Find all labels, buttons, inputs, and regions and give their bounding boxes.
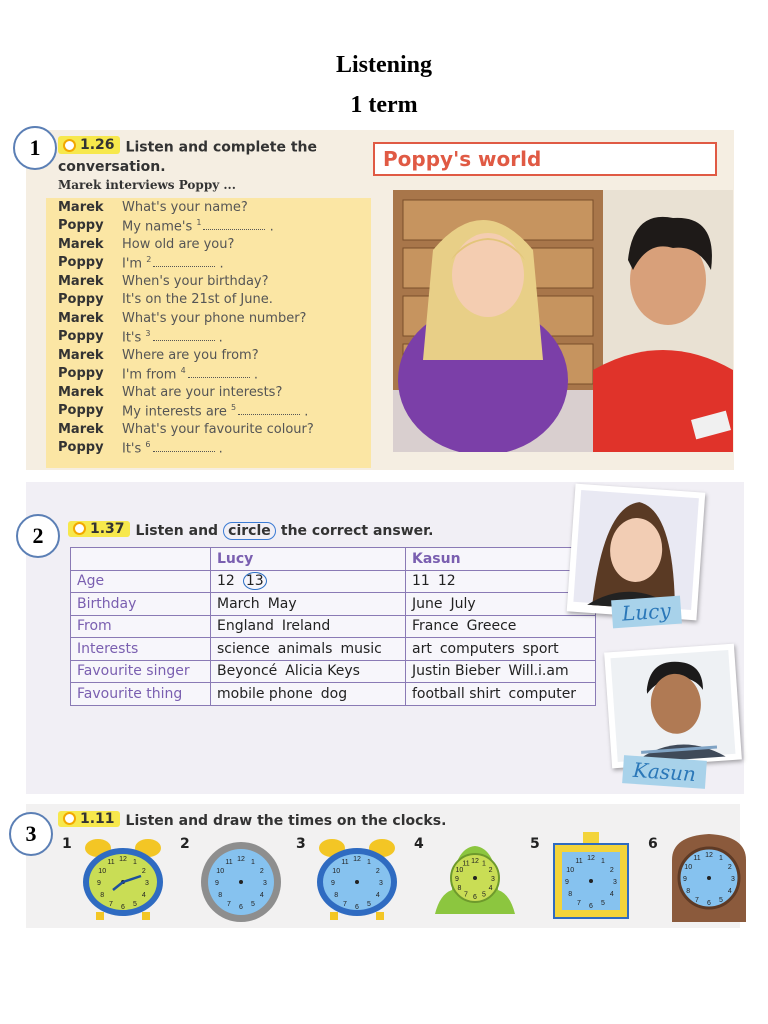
speaker-name: Marek bbox=[58, 310, 104, 326]
answer-option[interactable]: June bbox=[412, 595, 443, 612]
svg-text:3: 3 bbox=[491, 876, 495, 883]
svg-text:9: 9 bbox=[455, 876, 459, 883]
speaker-name: Marek bbox=[58, 199, 104, 215]
answer-option[interactable]: England bbox=[217, 618, 274, 635]
svg-text:10: 10 bbox=[455, 867, 464, 874]
svg-text:1: 1 bbox=[482, 860, 486, 868]
blank-number: 6 bbox=[145, 439, 151, 449]
clock-icon bbox=[430, 830, 520, 926]
lucy-options bbox=[211, 683, 406, 706]
speaker-name: Poppy bbox=[58, 329, 104, 345]
svg-text:8: 8 bbox=[457, 885, 462, 892]
answer-blank[interactable] bbox=[153, 330, 215, 341]
blank-number: 2 bbox=[146, 254, 152, 264]
answer-option[interactable]: Alicia Keys bbox=[285, 663, 360, 680]
clock-icon bbox=[78, 830, 168, 926]
svg-text:2: 2 bbox=[727, 864, 732, 871]
svg-text:11: 11 bbox=[107, 859, 115, 867]
dialogue-line: It's $^3$ . bbox=[122, 328, 223, 345]
ex2-track-badge bbox=[68, 521, 130, 537]
svg-text:1: 1 bbox=[251, 859, 255, 867]
svg-text:6: 6 bbox=[355, 904, 359, 911]
cd-icon bbox=[63, 139, 76, 152]
speaker-name: Marek bbox=[58, 347, 104, 363]
dialogue-box bbox=[46, 198, 371, 468]
blank-number: 3 bbox=[145, 328, 151, 338]
row-label: Favourite thing bbox=[71, 683, 211, 706]
exercise-number-3: 3 bbox=[9, 812, 53, 856]
ex1-track-badge bbox=[58, 136, 120, 154]
svg-text:5: 5 bbox=[133, 900, 137, 908]
kasun-options bbox=[406, 570, 596, 593]
poppy-marek-photo bbox=[393, 190, 733, 452]
dialogue-line: It's $^6$ . bbox=[122, 439, 223, 456]
answer-option[interactable]: computers bbox=[439, 640, 515, 657]
blank-number: 1 bbox=[196, 217, 202, 227]
kasun-options bbox=[406, 660, 596, 683]
speaker-name: Marek bbox=[58, 236, 104, 252]
dialogue-row bbox=[46, 272, 371, 291]
dialogue-row bbox=[46, 198, 371, 217]
dialogue-line: When's your birthday? bbox=[122, 273, 269, 289]
svg-text:8: 8 bbox=[334, 892, 339, 899]
exercise-number-1: 1 bbox=[13, 126, 57, 170]
svg-text:12: 12 bbox=[237, 856, 245, 863]
answer-option[interactable]: Beyoncé bbox=[217, 663, 278, 680]
answer-option[interactable]: football shirt bbox=[412, 685, 501, 702]
svg-text:12: 12 bbox=[471, 858, 479, 865]
ex3-instruction bbox=[58, 810, 446, 829]
svg-text:9: 9 bbox=[215, 880, 219, 887]
row-label: From bbox=[71, 615, 211, 638]
svg-text:12: 12 bbox=[353, 856, 361, 863]
ex2-instruction-post: the correct answer. bbox=[280, 523, 434, 539]
row-label: Favourite singer bbox=[71, 660, 211, 683]
cd-icon bbox=[73, 522, 86, 535]
svg-text:5: 5 bbox=[367, 900, 371, 908]
ex3-track-number: 1.11 bbox=[80, 810, 115, 827]
dialogue-line: My name's $^1$ . bbox=[122, 217, 274, 234]
svg-text:2: 2 bbox=[259, 868, 264, 875]
page-subtitle: 1 term bbox=[350, 92, 418, 118]
dialogue-row bbox=[46, 383, 371, 402]
ex2-track-number: 1.37 bbox=[90, 520, 125, 537]
clock-4[interactable] bbox=[400, 830, 512, 926]
dialogue-row bbox=[46, 235, 371, 254]
dialogue-line: I'm $^2$ . bbox=[122, 254, 224, 271]
svg-text:6: 6 bbox=[121, 904, 125, 911]
dialogue-line: I'm from $^4$ . bbox=[122, 365, 258, 382]
kasun-photo bbox=[604, 644, 742, 769]
svg-text:3: 3 bbox=[145, 880, 149, 887]
table-row bbox=[71, 615, 596, 638]
svg-text:2: 2 bbox=[488, 867, 493, 874]
clock-icon bbox=[664, 830, 754, 926]
answer-option[interactable]: sport bbox=[522, 640, 559, 657]
ex3-track-badge bbox=[58, 811, 120, 827]
svg-text:1: 1 bbox=[133, 859, 137, 867]
answer-option[interactable]: computer bbox=[508, 685, 577, 702]
speaker-name: Poppy bbox=[58, 218, 104, 234]
answer-option[interactable]: Will.i.am bbox=[508, 663, 569, 680]
answer-blank[interactable] bbox=[238, 404, 300, 415]
svg-text:9: 9 bbox=[683, 876, 687, 883]
dialogue-line: How old are you? bbox=[122, 236, 235, 252]
ex2-instruction bbox=[68, 520, 433, 539]
svg-text:11: 11 bbox=[693, 855, 701, 863]
svg-text:7: 7 bbox=[227, 900, 231, 908]
svg-text:1: 1 bbox=[719, 855, 723, 863]
row-label: Interests bbox=[71, 638, 211, 661]
svg-text:3: 3 bbox=[613, 879, 617, 886]
svg-text:8: 8 bbox=[568, 891, 573, 898]
clock-number: 2 bbox=[180, 836, 190, 852]
lucy-kasun-table bbox=[70, 547, 596, 706]
speaker-name: Marek bbox=[58, 421, 104, 437]
answer-blank[interactable] bbox=[153, 256, 215, 267]
ex1-subtitle: Marek interviews Poppy ... bbox=[58, 178, 236, 192]
clock-2[interactable] bbox=[166, 830, 278, 926]
kasun-name-tag: Kasun bbox=[622, 755, 707, 789]
kasun-options bbox=[406, 638, 596, 661]
clock-icon bbox=[546, 830, 636, 926]
speaker-name: Poppy bbox=[58, 255, 104, 271]
lucy-options bbox=[211, 638, 406, 661]
dialogue-row bbox=[46, 309, 371, 328]
svg-text:3: 3 bbox=[263, 880, 267, 887]
dialogue-line: My interests are $^5$ . bbox=[122, 402, 309, 419]
ex3-instruction-text: Listen and draw the times on the clocks. bbox=[125, 813, 447, 829]
answer-option[interactable]: Justin Bieber bbox=[412, 663, 501, 680]
answer-option[interactable]: Greece bbox=[466, 618, 517, 635]
svg-text:4: 4 bbox=[488, 885, 493, 892]
dialogue-row bbox=[46, 291, 371, 310]
svg-text:4: 4 bbox=[609, 891, 614, 898]
speaker-name: Poppy bbox=[58, 366, 104, 382]
clock-number: 3 bbox=[296, 836, 306, 852]
kasun-options bbox=[406, 683, 596, 706]
answer-option[interactable]: 12 bbox=[437, 573, 456, 590]
answer-option[interactable]: dog bbox=[320, 685, 348, 702]
table-header-empty bbox=[71, 548, 211, 571]
answer-option[interactable]: 12 bbox=[217, 573, 235, 590]
svg-text:7: 7 bbox=[464, 891, 468, 899]
dialogue-line: It's on the 21st of June. bbox=[122, 292, 273, 308]
answer-option[interactable]: 13 bbox=[243, 572, 267, 590]
lucy-options bbox=[211, 570, 406, 593]
svg-text:2: 2 bbox=[375, 868, 380, 875]
row-label: Age bbox=[71, 570, 211, 593]
svg-text:9: 9 bbox=[97, 880, 101, 887]
svg-text:11: 11 bbox=[225, 859, 233, 867]
dialogue-row bbox=[46, 420, 371, 439]
clock-icon bbox=[196, 830, 286, 926]
svg-text:3: 3 bbox=[379, 880, 383, 887]
svg-text:5: 5 bbox=[719, 896, 723, 904]
clock-number: 5 bbox=[530, 836, 540, 852]
svg-text:1: 1 bbox=[367, 859, 371, 867]
dialogue-row bbox=[46, 365, 371, 384]
clock-icon bbox=[312, 830, 402, 926]
svg-text:10: 10 bbox=[216, 868, 225, 875]
clock-number: 1 bbox=[62, 836, 72, 852]
answer-option[interactable]: July bbox=[450, 595, 476, 612]
blank-number: 5 bbox=[230, 402, 237, 412]
svg-text:3: 3 bbox=[731, 876, 735, 883]
ex2-instruction-pre: Listen and bbox=[135, 523, 219, 539]
cd-icon bbox=[63, 812, 76, 825]
clock-3[interactable] bbox=[282, 830, 394, 926]
svg-text:5: 5 bbox=[251, 900, 255, 908]
answer-option[interactable]: France bbox=[412, 618, 459, 635]
exercise-number-2: 2 bbox=[16, 514, 60, 558]
svg-text:5: 5 bbox=[482, 891, 486, 899]
clock-1[interactable] bbox=[48, 830, 160, 926]
answer-option[interactable]: animals bbox=[277, 640, 333, 657]
svg-text:11: 11 bbox=[462, 860, 470, 868]
svg-text:6: 6 bbox=[473, 894, 477, 901]
svg-text:12: 12 bbox=[587, 855, 595, 862]
svg-text:6: 6 bbox=[707, 900, 711, 907]
speaker-name: Poppy bbox=[58, 292, 104, 308]
svg-text:4: 4 bbox=[375, 892, 380, 899]
svg-text:5: 5 bbox=[601, 899, 605, 907]
table-row bbox=[71, 638, 596, 661]
svg-text:2: 2 bbox=[141, 868, 146, 875]
lucy-options bbox=[211, 593, 406, 616]
table-header-kasun: Kasun bbox=[406, 548, 596, 571]
dialogue-line: What's your phone number? bbox=[122, 310, 307, 326]
svg-text:12: 12 bbox=[705, 852, 713, 859]
svg-text:6: 6 bbox=[589, 903, 593, 910]
page-title: Listening bbox=[335, 52, 433, 78]
exercise-1 bbox=[26, 130, 734, 470]
kasun-options bbox=[406, 615, 596, 638]
dialogue-row bbox=[46, 328, 371, 347]
svg-text:7: 7 bbox=[109, 900, 113, 908]
table-header-lucy: Lucy bbox=[211, 548, 406, 571]
speaker-name: Poppy bbox=[58, 403, 104, 419]
table-row bbox=[71, 683, 596, 706]
svg-text:12: 12 bbox=[119, 856, 127, 863]
answer-option[interactable]: 11 bbox=[412, 573, 430, 590]
dialogue-row bbox=[46, 402, 371, 421]
answer-option[interactable]: Ireland bbox=[281, 618, 331, 635]
dialogue-row bbox=[46, 254, 371, 273]
answer-option[interactable]: art bbox=[412, 640, 432, 657]
answer-option[interactable]: mobile phone bbox=[217, 685, 313, 702]
table-row bbox=[71, 660, 596, 683]
dialogue-row bbox=[46, 439, 371, 458]
answer-blank[interactable] bbox=[203, 219, 265, 230]
ex1-instruction bbox=[58, 136, 358, 176]
ex2-instruction-circle-word: circle bbox=[223, 522, 276, 540]
clock-number: 6 bbox=[648, 836, 658, 852]
svg-text:1: 1 bbox=[601, 858, 605, 866]
answer-blank[interactable] bbox=[188, 367, 250, 378]
svg-text:7: 7 bbox=[695, 896, 699, 904]
svg-text:10: 10 bbox=[98, 868, 107, 875]
svg-text:10: 10 bbox=[566, 867, 575, 874]
lucy-options bbox=[211, 615, 406, 638]
svg-text:9: 9 bbox=[565, 879, 569, 886]
svg-text:8: 8 bbox=[100, 892, 105, 899]
clock-5[interactable] bbox=[516, 830, 628, 926]
dialogue-row bbox=[46, 217, 371, 236]
svg-text:8: 8 bbox=[686, 888, 691, 895]
svg-text:10: 10 bbox=[332, 868, 341, 875]
answer-option[interactable]: science bbox=[217, 640, 270, 657]
svg-text:4: 4 bbox=[727, 888, 732, 895]
svg-text:4: 4 bbox=[141, 892, 146, 899]
exercise-3 bbox=[26, 804, 740, 928]
dialogue-line: What are your interests? bbox=[122, 384, 283, 400]
speaker-name: Marek bbox=[58, 384, 104, 400]
table-row bbox=[71, 570, 596, 593]
answer-option[interactable]: March bbox=[217, 595, 260, 612]
svg-text:10: 10 bbox=[684, 864, 693, 871]
dialogue-row bbox=[46, 346, 371, 365]
speaker-name: Marek bbox=[58, 273, 104, 289]
poppys-world-title: Poppy's world bbox=[373, 142, 717, 176]
answer-option[interactable]: music bbox=[340, 640, 382, 657]
dialogue-line: Where are you from? bbox=[122, 347, 259, 363]
blank-number: 4 bbox=[180, 365, 186, 375]
svg-text:2: 2 bbox=[609, 867, 614, 874]
ex1-instruction-text: Listen and complete the conversation. bbox=[58, 139, 317, 175]
row-label: Birthday bbox=[71, 593, 211, 616]
lucy-options bbox=[211, 660, 406, 683]
svg-text:8: 8 bbox=[218, 892, 223, 899]
ex1-track-number: 1.26 bbox=[80, 137, 115, 153]
dialogue-line: What's your name? bbox=[122, 199, 248, 215]
lucy-name-tag: Lucy bbox=[611, 596, 681, 629]
speaker-name: Poppy bbox=[58, 440, 104, 456]
answer-blank[interactable] bbox=[153, 441, 215, 452]
svg-text:11: 11 bbox=[575, 858, 583, 866]
svg-text:7: 7 bbox=[577, 899, 581, 907]
svg-text:6: 6 bbox=[239, 904, 243, 911]
answer-option[interactable]: May bbox=[267, 595, 297, 612]
dialogue-line: What's your favourite colour? bbox=[122, 421, 314, 437]
svg-text:7: 7 bbox=[343, 900, 347, 908]
svg-text:4: 4 bbox=[259, 892, 264, 899]
svg-text:11: 11 bbox=[341, 859, 349, 867]
clock-6[interactable] bbox=[634, 830, 746, 926]
table-row bbox=[71, 593, 596, 616]
clock-number: 4 bbox=[414, 836, 424, 852]
svg-text:9: 9 bbox=[331, 880, 335, 887]
